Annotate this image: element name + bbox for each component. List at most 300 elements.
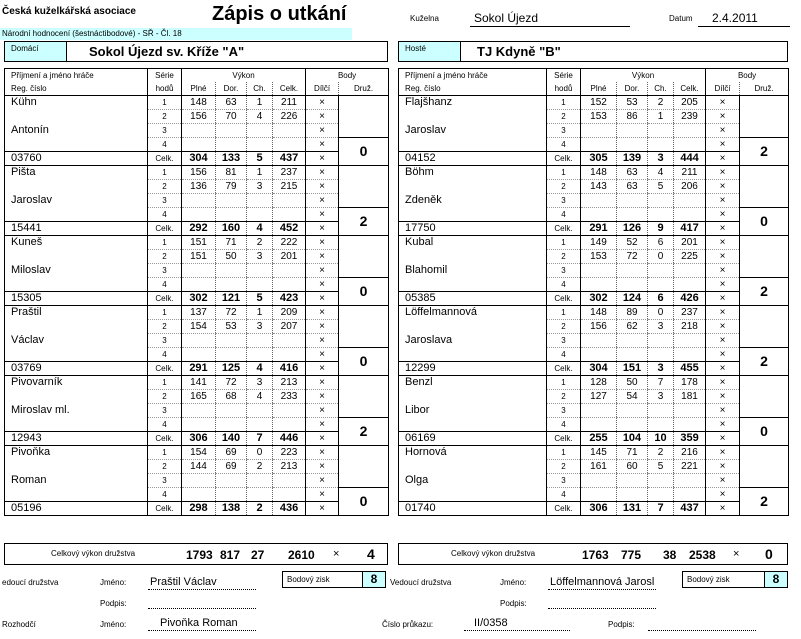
total-value: 359 xyxy=(674,432,706,446)
player-reg: 03760 xyxy=(5,152,148,166)
series-value xyxy=(273,208,306,222)
series-value: 2 xyxy=(648,446,674,460)
guest-series-row xyxy=(399,124,789,138)
series-value: 225 xyxy=(674,250,706,264)
player-points: 0 xyxy=(740,418,789,446)
series-value: 1 xyxy=(247,96,273,110)
guest-summary-plne: 1763 xyxy=(582,548,609,562)
guest-col-player: Příjmení a jméno hráče xyxy=(399,69,547,83)
guest-total-row xyxy=(399,152,789,166)
player-firstname: Antonín xyxy=(5,124,148,152)
player-firstname: Jaroslav xyxy=(5,194,148,222)
series-value xyxy=(648,124,674,138)
player-points: 0 xyxy=(339,138,389,166)
series-value: 148 xyxy=(581,306,617,320)
dilci-x: × xyxy=(706,348,740,362)
guest-col-druz: Druž. xyxy=(740,82,789,96)
home-total-row xyxy=(5,222,389,236)
dilci-x: × xyxy=(306,320,339,334)
dilci-x: × xyxy=(306,208,339,222)
total-label: Celk. xyxy=(148,432,182,446)
series-number: 4 xyxy=(148,348,182,362)
dilci-x: × xyxy=(706,250,740,264)
series-number: 4 xyxy=(148,418,182,432)
guest-summary-points: 0 xyxy=(765,546,773,562)
series-value: 3 xyxy=(247,376,273,390)
total-value: 4 xyxy=(247,222,273,236)
guest-series-row xyxy=(399,474,789,488)
guest-total-row xyxy=(399,432,789,446)
total-value: 104 xyxy=(617,432,648,446)
series-value xyxy=(617,194,648,208)
dilci-x: × xyxy=(306,460,339,474)
guest-series-row xyxy=(399,446,789,460)
series-value xyxy=(648,488,674,502)
dilci-x: × xyxy=(306,180,339,194)
total-label: Celk. xyxy=(148,222,182,236)
series-number: 4 xyxy=(547,278,581,292)
series-number: 1 xyxy=(547,446,581,460)
druz-blank xyxy=(740,166,789,208)
series-value xyxy=(247,418,273,432)
dilci-x: × xyxy=(706,502,740,516)
series-value: 149 xyxy=(581,236,617,250)
total-value: 2 xyxy=(247,502,273,516)
series-value xyxy=(216,418,247,432)
player-firstname: Václav xyxy=(5,334,148,362)
series-number: 3 xyxy=(148,404,182,418)
home-total-row xyxy=(5,152,389,166)
series-value: 54 xyxy=(617,390,648,404)
series-value: 226 xyxy=(273,110,306,124)
card-number-line xyxy=(464,630,570,631)
series-value xyxy=(182,278,216,292)
player-points: 2 xyxy=(740,348,789,376)
dilci-x: × xyxy=(306,376,339,390)
series-value: 3 xyxy=(247,180,273,194)
series-value: 63 xyxy=(216,96,247,110)
player-surname: Kühn xyxy=(5,96,148,124)
total-value: 151 xyxy=(617,362,648,376)
series-value xyxy=(273,488,306,502)
series-number: 3 xyxy=(547,404,581,418)
dilci-x: × xyxy=(306,474,339,488)
series-value: 181 xyxy=(674,390,706,404)
home-series-row xyxy=(5,124,389,138)
dilci-x: × xyxy=(306,250,339,264)
series-value xyxy=(273,124,306,138)
series-value xyxy=(182,138,216,152)
venue-value: Sokol Újezd xyxy=(474,11,539,25)
player-surname: Böhm xyxy=(399,166,547,194)
dilci-x: × xyxy=(706,208,740,222)
total-value: 446 xyxy=(273,432,306,446)
series-value: 178 xyxy=(674,376,706,390)
series-number: 3 xyxy=(148,124,182,138)
druz-blank xyxy=(339,376,389,418)
date-value: 2.4.2011 xyxy=(712,11,758,25)
series-number: 1 xyxy=(547,376,581,390)
home-series-row xyxy=(5,166,389,180)
home-summary-plne: 1793 xyxy=(186,548,213,562)
guest-summary-x: × xyxy=(733,548,740,560)
home-bodovy-zisk-box xyxy=(282,571,386,588)
series-value: 79 xyxy=(216,180,247,194)
guest-summary-celk: 2538 xyxy=(689,548,716,562)
series-value: 89 xyxy=(617,306,648,320)
total-label: Celk. xyxy=(148,502,182,516)
total-value: 291 xyxy=(581,222,617,236)
series-value xyxy=(617,124,648,138)
dilci-x: × xyxy=(306,264,339,278)
dilci-x: × xyxy=(706,180,740,194)
player-surname: Flajšhanz xyxy=(399,96,547,124)
total-value: 291 xyxy=(182,362,216,376)
series-number: 3 xyxy=(148,334,182,348)
series-value xyxy=(648,474,674,488)
series-value: 0 xyxy=(247,446,273,460)
series-value xyxy=(273,348,306,362)
series-value xyxy=(581,474,617,488)
player-firstname: Blahomil xyxy=(399,264,547,292)
series-value: 2 xyxy=(247,236,273,250)
druz-blank xyxy=(740,236,789,278)
total-value: 121 xyxy=(216,292,247,306)
series-value: 233 xyxy=(273,390,306,404)
series-value: 69 xyxy=(216,446,247,460)
series-number: 1 xyxy=(148,236,182,250)
date-label: Datum xyxy=(669,14,693,23)
dilci-x: × xyxy=(706,152,740,166)
home-summary-ch: 27 xyxy=(251,548,265,562)
series-value: 213 xyxy=(273,460,306,474)
series-value: 156 xyxy=(182,110,216,124)
home-summary-celk: 2610 xyxy=(288,548,315,562)
home-summary-x: × xyxy=(333,548,340,560)
series-value: 69 xyxy=(216,460,247,474)
series-value: 148 xyxy=(581,166,617,180)
total-value: 124 xyxy=(617,292,648,306)
player-reg: 06169 xyxy=(399,432,547,446)
home-series-row xyxy=(5,96,389,110)
home-summary-dor: 817 xyxy=(220,548,241,562)
home-leader-name-line xyxy=(148,589,256,590)
guest-series-row xyxy=(399,376,789,390)
series-value xyxy=(617,474,648,488)
total-value: 304 xyxy=(581,362,617,376)
series-value: 62 xyxy=(617,320,648,334)
total-label: Celk. xyxy=(547,292,581,306)
referee-label: Rozhodčí xyxy=(2,620,36,629)
guest-col-serie: Série xyxy=(547,69,581,83)
series-number: 1 xyxy=(148,96,182,110)
dilci-x: × xyxy=(306,432,339,446)
series-value: 4 xyxy=(247,390,273,404)
series-value: 0 xyxy=(648,306,674,320)
series-value: 7 xyxy=(648,376,674,390)
series-value: 68 xyxy=(216,390,247,404)
player-points: 2 xyxy=(740,488,789,516)
dilci-x: × xyxy=(706,474,740,488)
total-label: Celk. xyxy=(547,362,581,376)
dilci-x: × xyxy=(706,488,740,502)
series-value: 72 xyxy=(216,376,247,390)
series-value xyxy=(273,418,306,432)
series-value xyxy=(216,488,247,502)
referee-signature-line xyxy=(648,630,756,631)
player-reg: 03769 xyxy=(5,362,148,376)
total-value: 306 xyxy=(182,432,216,446)
series-value: 213 xyxy=(273,376,306,390)
series-value xyxy=(182,404,216,418)
guest-series-row xyxy=(399,166,789,180)
series-number: 1 xyxy=(148,446,182,460)
player-surname: Benzl xyxy=(399,376,547,404)
druz-blank xyxy=(740,376,789,418)
series-number: 3 xyxy=(148,474,182,488)
dilci-x: × xyxy=(306,236,339,250)
series-number: 2 xyxy=(547,180,581,194)
series-value xyxy=(617,334,648,348)
home-leader-podpis-label: Podpis: xyxy=(100,599,127,608)
total-value: 9 xyxy=(648,222,674,236)
series-value xyxy=(648,418,674,432)
series-value: 156 xyxy=(182,166,216,180)
series-number: 2 xyxy=(547,250,581,264)
series-number: 2 xyxy=(148,460,182,474)
series-number: 4 xyxy=(547,418,581,432)
home-series-row xyxy=(5,306,389,320)
player-points: 0 xyxy=(339,348,389,376)
home-series-row xyxy=(5,334,389,348)
series-number: 2 xyxy=(148,320,182,334)
player-reg: 12943 xyxy=(5,432,148,446)
dilci-x: × xyxy=(706,362,740,376)
total-value: 126 xyxy=(617,222,648,236)
dilci-x: × xyxy=(306,334,339,348)
series-value xyxy=(216,404,247,418)
total-value: 292 xyxy=(182,222,216,236)
series-value xyxy=(247,138,273,152)
referee-podpis-label: Podpis: xyxy=(608,620,635,629)
dilci-x: × xyxy=(706,460,740,474)
dilci-x: × xyxy=(306,110,339,124)
series-value: 6 xyxy=(648,236,674,250)
total-label: Celk. xyxy=(148,292,182,306)
series-value: 81 xyxy=(216,166,247,180)
total-value: 423 xyxy=(273,292,306,306)
total-value: 160 xyxy=(216,222,247,236)
series-value xyxy=(247,124,273,138)
player-firstname: Miroslav ml. xyxy=(5,404,148,432)
referee-name: Pivoňka Roman xyxy=(160,617,238,629)
dilci-x: × xyxy=(306,418,339,432)
player-surname: Pišta xyxy=(5,166,148,194)
series-value: 153 xyxy=(581,110,617,124)
series-value: 3 xyxy=(648,390,674,404)
druz-blank xyxy=(740,306,789,348)
series-number: 3 xyxy=(148,264,182,278)
player-points: 2 xyxy=(740,278,789,306)
dilci-x: × xyxy=(706,390,740,404)
home-summary-label: Celkový výkon družstva xyxy=(51,549,136,558)
series-value xyxy=(216,278,247,292)
series-value: 127 xyxy=(581,390,617,404)
dilci-x: × xyxy=(706,376,740,390)
guest-series-row xyxy=(399,236,789,250)
total-label: Celk. xyxy=(547,222,581,236)
series-value: 141 xyxy=(182,376,216,390)
series-number: 1 xyxy=(148,376,182,390)
series-number: 2 xyxy=(148,110,182,124)
dilci-x: × xyxy=(706,334,740,348)
total-value: 302 xyxy=(581,292,617,306)
guest-summary-label: Celkový výkon družstva xyxy=(451,549,536,558)
series-value: 209 xyxy=(273,306,306,320)
venue-label: Kuželna xyxy=(410,14,439,23)
series-value xyxy=(182,124,216,138)
series-number: 3 xyxy=(148,194,182,208)
home-leader-jmeno-label: Jméno: xyxy=(100,578,127,587)
series-value xyxy=(247,474,273,488)
total-value: 304 xyxy=(182,152,216,166)
dilci-x: × xyxy=(706,222,740,236)
dilci-x: × xyxy=(706,264,740,278)
series-number: 2 xyxy=(148,180,182,194)
guest-series-row xyxy=(399,264,789,278)
series-value: 71 xyxy=(617,446,648,460)
dilci-x: × xyxy=(306,292,339,306)
series-value: 136 xyxy=(182,180,216,194)
guest-col-plne: Plné xyxy=(581,82,617,96)
dilci-x: × xyxy=(706,236,740,250)
series-value xyxy=(247,348,273,362)
dilci-x: × xyxy=(306,348,339,362)
dilci-x: × xyxy=(306,166,339,180)
series-value xyxy=(247,194,273,208)
total-value: 6 xyxy=(648,292,674,306)
series-value xyxy=(273,334,306,348)
total-label: Celk. xyxy=(148,362,182,376)
dilci-x: × xyxy=(706,166,740,180)
series-value: 143 xyxy=(581,180,617,194)
druz-blank xyxy=(339,96,389,138)
series-value xyxy=(581,348,617,362)
guest-team-bar xyxy=(398,41,788,62)
guest-total-row xyxy=(399,502,789,516)
series-value: 4 xyxy=(648,166,674,180)
series-value xyxy=(674,474,706,488)
home-team-bar xyxy=(4,41,388,62)
dilci-x: × xyxy=(306,390,339,404)
total-value: 302 xyxy=(182,292,216,306)
series-value xyxy=(617,418,648,432)
guest-series-row xyxy=(399,194,789,208)
player-points: 2 xyxy=(339,418,389,446)
player-firstname: Miloslav xyxy=(5,264,148,292)
guest-leader-podpis-label: Podpis: xyxy=(500,599,527,608)
home-total-row xyxy=(5,502,389,516)
series-value xyxy=(581,488,617,502)
series-value xyxy=(581,208,617,222)
dilci-x: × xyxy=(306,306,339,320)
series-value xyxy=(247,278,273,292)
dilci-x: × xyxy=(306,404,339,418)
referee-name-line xyxy=(148,630,256,631)
series-value: 63 xyxy=(617,166,648,180)
series-value: 211 xyxy=(273,96,306,110)
series-value: 72 xyxy=(216,306,247,320)
guest-col-celk: Celk. xyxy=(674,82,706,96)
guest-leader-label: Vedoucí družstva xyxy=(390,578,452,587)
guest-summary-bar xyxy=(398,543,788,565)
home-series-row xyxy=(5,474,389,488)
total-value: 417 xyxy=(674,222,706,236)
series-value: 152 xyxy=(581,96,617,110)
series-number: 4 xyxy=(148,208,182,222)
series-number: 4 xyxy=(148,488,182,502)
dilci-x: × xyxy=(706,138,740,152)
total-label: Celk. xyxy=(547,502,581,516)
total-value: 3 xyxy=(648,152,674,166)
series-value: 145 xyxy=(581,446,617,460)
series-value: 223 xyxy=(273,446,306,460)
series-value: 211 xyxy=(674,166,706,180)
series-value xyxy=(182,264,216,278)
home-col-serie: Série xyxy=(148,69,182,83)
series-value xyxy=(674,124,706,138)
series-value xyxy=(674,208,706,222)
series-value xyxy=(581,264,617,278)
druz-blank xyxy=(339,306,389,348)
total-value: 416 xyxy=(273,362,306,376)
dilci-x: × xyxy=(706,194,740,208)
dilci-x: × xyxy=(706,278,740,292)
druz-blank xyxy=(339,236,389,278)
series-value xyxy=(247,334,273,348)
player-surname: Hornová xyxy=(399,446,547,474)
dilci-x: × xyxy=(706,124,740,138)
player-firstname: Olga xyxy=(399,474,547,502)
total-value: 436 xyxy=(273,502,306,516)
series-number: 1 xyxy=(547,166,581,180)
series-number: 4 xyxy=(547,488,581,502)
total-value: 7 xyxy=(648,502,674,516)
dilci-x: × xyxy=(306,96,339,110)
total-value: 7 xyxy=(247,432,273,446)
series-value: 53 xyxy=(216,320,247,334)
player-firstname: Roman xyxy=(5,474,148,502)
series-value xyxy=(247,488,273,502)
series-number: 3 xyxy=(547,334,581,348)
home-leader-name: Praštil Václav xyxy=(150,576,217,588)
series-value xyxy=(581,418,617,432)
series-value xyxy=(617,278,648,292)
series-number: 3 xyxy=(547,474,581,488)
series-value xyxy=(674,264,706,278)
total-value: 10 xyxy=(648,432,674,446)
series-value: 50 xyxy=(617,376,648,390)
dilci-x: × xyxy=(306,222,339,236)
series-value: 3 xyxy=(247,320,273,334)
total-label: Celk. xyxy=(148,152,182,166)
rating-subtitle: Národní hodnocení (šestnáctibodové) - SŘ - Čl. 18 xyxy=(0,28,352,40)
player-reg: 04152 xyxy=(399,152,547,166)
series-value xyxy=(216,348,247,362)
series-number: 4 xyxy=(547,348,581,362)
series-value xyxy=(617,488,648,502)
series-value xyxy=(648,334,674,348)
